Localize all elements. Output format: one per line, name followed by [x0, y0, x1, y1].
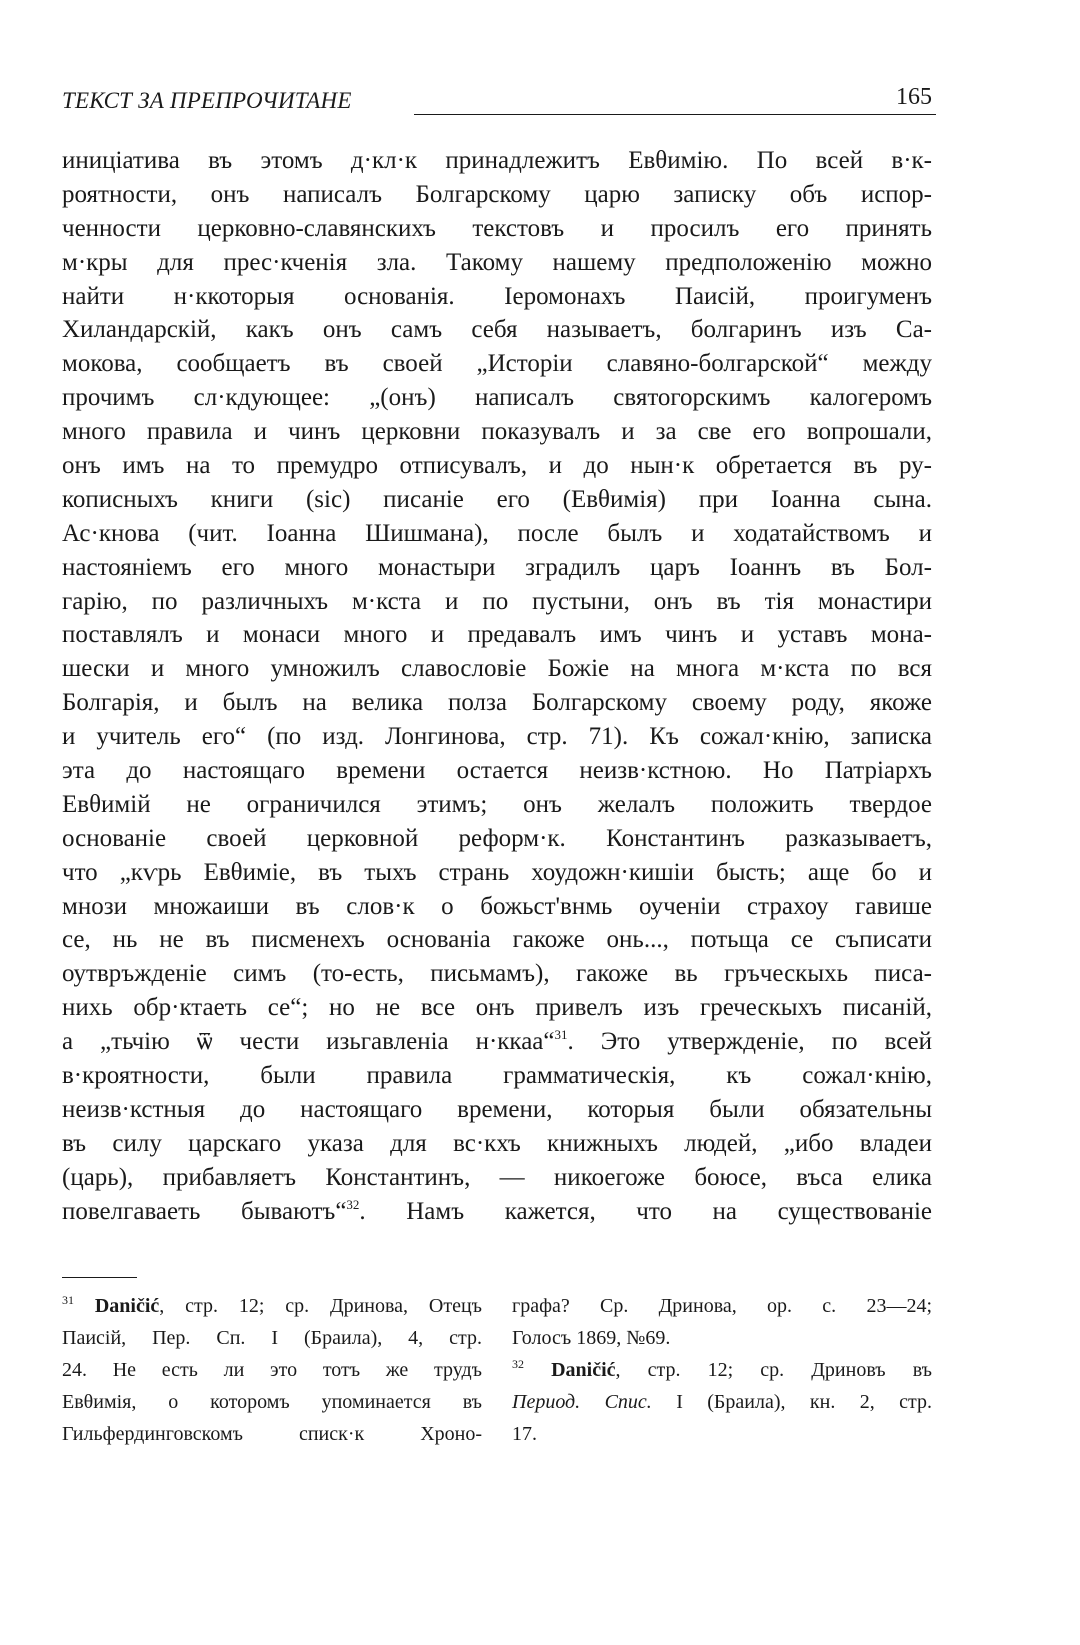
- footnote-rule: [62, 1277, 137, 1278]
- text-line: Хиландарскій, какъ онъ самъ себя называетъ, болгаринъ изъ Са-: [62, 316, 932, 344]
- page-header: [62, 84, 932, 128]
- text-line: ченности церковно-славянскихъ текстовъ и просилъ его принять: [62, 214, 932, 242]
- main-text: [62, 144, 932, 1229]
- text-line: гарію, по различныхъ м·кста и по пустыни, онъ въ тія монастири: [62, 587, 932, 615]
- footnote-text: , стр. 12; ср. Дринова, Отецъ: [159, 1295, 482, 1317]
- footnote-number: 31: [62, 1293, 74, 1307]
- footnote-31-line: Евθимія, о которомъ упоминается въ: [62, 1391, 482, 1413]
- footnote-31-line: 24. Не есть ли это тотъ же трудъ: [62, 1359, 482, 1381]
- text-line: оутвръжденіе симъ (то-есть, письмамъ), гакоже вь гръческыхь писа-: [62, 960, 932, 988]
- text-line: эта до настоящаго времени остается неизв·кстною. Но Патріархъ: [62, 757, 932, 785]
- header-rule: [414, 114, 936, 115]
- footnotes-left-column: [62, 1290, 482, 1450]
- text-line: в·кроятности, были правила грамматическія, къ сожал·кнію,: [62, 1062, 932, 1090]
- footnote-31-line: Голосъ 1869, №69.: [512, 1327, 671, 1349]
- text-segment: . Намъ кажется, что на существованіе: [359, 1197, 932, 1225]
- text-line: прочимъ сл·кдующее: „(онъ) написалъ святогорскимъ калогеромъ: [62, 384, 932, 412]
- page-number: 165: [896, 84, 932, 110]
- text-segment: а „тьчію ѿ чести изьгавленіа н·ккаа“: [62, 1028, 555, 1056]
- text-line: м·кры для прес·кченія зла. Такому нашему предположенію можно: [62, 248, 932, 276]
- text-line: Евθимій не ограничился этимъ; онъ желалъ положить твердое: [62, 790, 932, 818]
- footnote-text: I (Браила), кн. 2, стр.: [651, 1391, 932, 1413]
- footnote-31-line: графа? Ср. Дринова, op. c. 23—24;: [512, 1295, 932, 1317]
- text-line: мнози множаиши въ слов·к о божьст'внмь оученіи страхоу гавише: [62, 892, 932, 920]
- text-line: се, нь не въ писменехъ основаніа гакоже онь..., потьща се съписати: [62, 926, 932, 954]
- footnote-32-line: [512, 1386, 932, 1418]
- text-line: въ силу царскаго указа для вс·кхъ книжныхъ людей, „ибо владеи: [62, 1129, 932, 1157]
- running-title: ТЕКСТ ЗА ПРЕПРОЧИТАНЕ: [62, 88, 352, 113]
- text-line: и учитель его“ (по изд. Лонгинова, стр. 71). Къ сожал·кнію, записка: [62, 723, 932, 751]
- text-segment: повелгаваеть бываютъ“: [62, 1197, 347, 1225]
- footnote-31-line: [62, 1290, 482, 1322]
- text-line: поставлялъ и монаси много и предавалъ имъ чинъ и уставъ мона-: [62, 621, 932, 649]
- footnote-author: Daničić: [551, 1359, 616, 1381]
- footnote-32-line: 17.: [512, 1423, 537, 1445]
- text-line: настояніемъ его много монастыри зградилъ царъ Іоаннъ въ Бол-: [62, 553, 932, 581]
- text-line: [62, 1025, 932, 1059]
- text-line: [62, 1195, 932, 1229]
- footnote-32-line: [512, 1354, 932, 1386]
- footnote-text: , стр. 12; ср. Дриновъ въ: [615, 1359, 932, 1381]
- text-line: кописныхъ книги (sic) писаніе его (Евθимія) при Іоанна сына.: [62, 485, 932, 513]
- text-line: Ас·кнова (чит. Іоанна Шишмана), после былъ и ходатайствомъ и: [62, 519, 932, 547]
- text-line: нихь обр·ктаеть се“; но не все онъ привелъ изъ греческыхъ писаній,: [62, 994, 932, 1022]
- footnote-author: Daničić: [94, 1295, 160, 1317]
- text-line: найти н·ккоторыя основанія. Іеромонахъ Паисій, проигуменъ: [62, 282, 932, 310]
- footnote-31-line: Гильфердинговскомъ списк·к Хроно-: [62, 1423, 482, 1445]
- text-line: что „кѵрь Евθиміе, въ тыхъ странь хоудожн·кишіи бысть; аще бо и: [62, 858, 932, 886]
- text-line: много правила и чинъ церковни показувалъ и за све его вопрошали,: [62, 418, 932, 446]
- text-line: онъ имъ на то премудро отписувалъ, и до нын·к обретается въ ру-: [62, 452, 932, 480]
- footnote-marker-32: 32: [346, 1196, 360, 1212]
- footnote-31-line: Паисій, Пер. Сп. I (Браила), 4, стр.: [62, 1327, 482, 1349]
- text-line: (царь), прибавляетъ Константинъ, — никоегоже боюсе, въса елика: [62, 1163, 932, 1191]
- footnotes-right-column: [512, 1290, 932, 1450]
- text-segment: . Это утвержденіе, по всей: [567, 1028, 932, 1056]
- footnote-italic-title: Период. Спис.: [512, 1391, 652, 1413]
- footnote-number: 32: [512, 1357, 524, 1371]
- text-line: мокова, сообщаетъ въ своей „Исторіи славяно-болгарской“ между: [62, 350, 932, 378]
- footnote-marker-31: 31: [554, 1027, 568, 1043]
- text-line: неизв·кстныя до настоящаго времени, которыя были обязательны: [62, 1095, 932, 1123]
- text-line: шески и много умножилъ славословіе Божіе на многа м·кста по вся: [62, 655, 932, 683]
- text-line: основаніе своей церковной реформ·к. Константинъ разказываетъ,: [62, 824, 932, 852]
- text-line: Болгарія, и былъ на велика полза Болгарскому своему роду, якоже: [62, 689, 932, 717]
- text-line: иниціатива въ этомъ д·кл·к принадлежитъ Евθимію. По всей в·к-: [62, 147, 932, 174]
- text-line: роятности, онъ написалъ Болгарскому царю записку объ испор-: [62, 180, 932, 208]
